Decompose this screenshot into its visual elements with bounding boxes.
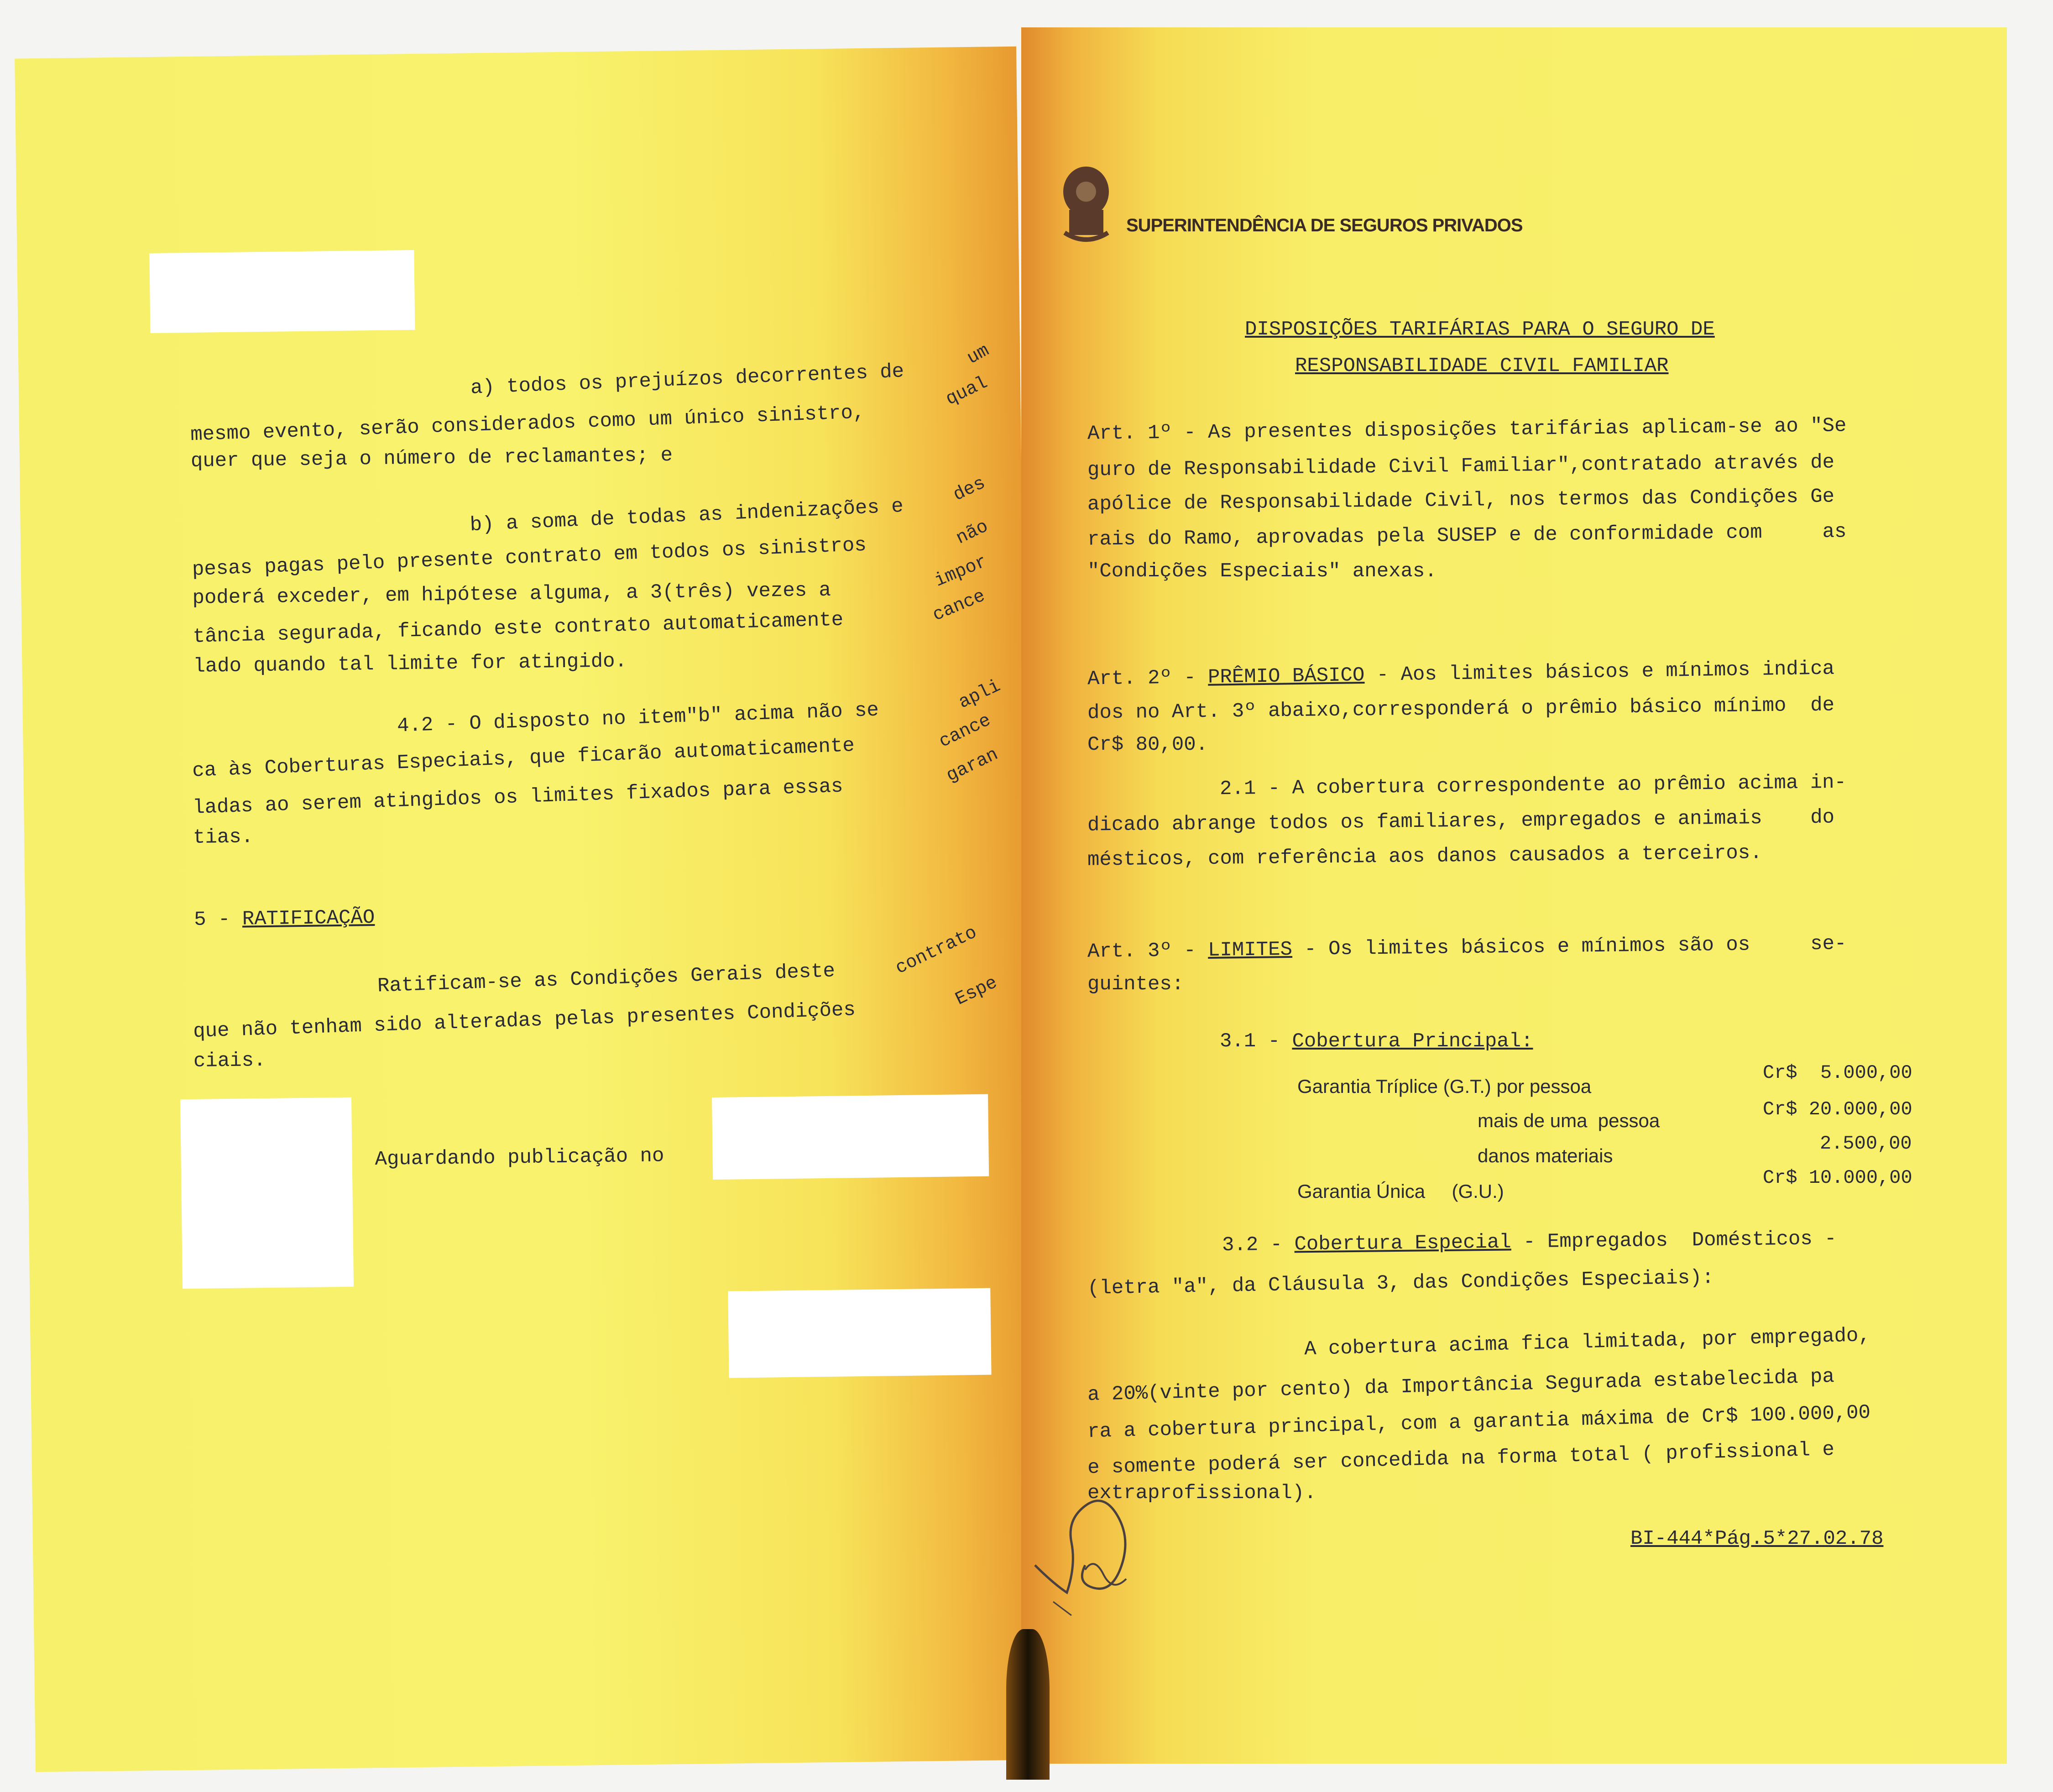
clause-a-line-2: mesmo evento, serão considerados como um único sinistro, [190, 401, 866, 447]
left-page [15, 47, 1037, 1772]
limit-label: danos materiais [1478, 1145, 1613, 1166]
art-2-line-3: Cr$ 80,00. [1087, 733, 1208, 756]
margin-word: apli [956, 676, 1004, 714]
clause-b-line-5: lado quando tal limite for atingido. [193, 650, 627, 678]
margin-word: não [953, 516, 992, 549]
item-4-2-line-4: tias. [193, 825, 254, 849]
art-1-line-5: "Condições Especiais" anexas. [1087, 560, 1437, 583]
margin-word: um [964, 340, 993, 369]
art-3-line-1: Art. 3º - LIMITES - Os limites básicos e mínimos são os se- [1087, 932, 1847, 963]
margin-word: contrato [892, 922, 981, 979]
coverage-line-1: A cobertura acima fica limitada, por empregado, [1304, 1324, 1871, 1361]
art-1-line-4: rais do Ramo, aprovadas pela SUSEP e de conformidade com as [1087, 520, 1847, 551]
ratification-line-3: ciais. [193, 1049, 266, 1073]
clause-b-line-4: tância segurada, ficando este contrato automaticamente [193, 608, 844, 648]
coverage-line-5: extraprofissional). [1087, 1482, 1316, 1505]
limit-value: Cr$ 5.000,00 [1763, 1062, 1912, 1084]
margin-word: des [950, 473, 989, 506]
item-3-2-title: Cobertura Especial [1294, 1231, 1511, 1256]
item-3-1-title: Cobertura Principal: [1292, 1030, 1533, 1053]
art-2-title: PRÊMIO BÁSICO [1207, 664, 1365, 689]
item-3-2-line-2: (letra "a", da Cláusula 3, das Condições Especiais): [1087, 1266, 1714, 1300]
handwritten-signature [1026, 1474, 1144, 1625]
coverage-line-2: a 20%(vinte por cento) da Importância Segurada estabelecida pa [1087, 1365, 1835, 1406]
margin-word: garan [943, 744, 1002, 787]
item-4-2-line-3: ladas ao serem atingidos os limites fixados para essas [192, 775, 844, 820]
title-line-1: DISPOSIÇÕES TARIFÁRIAS PARA O SEGURO DE [1245, 318, 1715, 341]
art-1-line-1: Art. 1º - As presentes disposições tarifárias aplicam-se ao "Se [1087, 414, 1847, 445]
section-5-heading [194, 908, 375, 930]
clause-b-line-3: poderá exceder, em hipótese alguma, a 3(três) vezes a [192, 579, 831, 610]
art-2-line-2: dos no Art. 3º abaixo,corresponderá o prêmio básico mínimo de [1087, 694, 1835, 725]
limit-value: Cr$ 20.000,00 [1763, 1098, 1912, 1120]
margin-word: qual [942, 372, 992, 410]
coat-of-arms-logo [1060, 164, 1113, 244]
item-4-2-line-2: ca às Coberturas Especiais, que ficarão automaticamente [192, 734, 855, 783]
margin-word: impor [931, 551, 990, 592]
margin-word: cance [936, 710, 994, 753]
title-line-2: RESPONSABILIDADE CIVIL FAMILIAR [1295, 355, 1669, 377]
art-1-line-3: apólice de Responsabilidade Civil, nos termos das Condições Ge [1087, 485, 1835, 516]
item-2-1-line-1: 2.1 - A cobertura correspondente ao prêmio acima in- [1219, 771, 1847, 801]
art-3-line-2: guintes: [1087, 973, 1184, 996]
art-2-line-1: Art. 2º - PRÊMIO BÁSICO - Aos limites básicos e mínimos indica [1087, 657, 1835, 691]
limit-value: Cr$ 10.000,00 [1763, 1167, 1912, 1189]
limit-label: Garantia Tríplice (G.T.) por pessoa [1297, 1076, 1592, 1097]
section-number: 5 - [193, 908, 230, 931]
item-3-2-line-1: 3.2 - Cobertura Especial - Empregados Domésticos - [1222, 1227, 1837, 1257]
book-spine-shadow [1006, 1629, 1050, 1780]
coverage-line-4: e somente poderá ser concedida na forma total ( profissional e [1087, 1438, 1835, 1479]
redaction-stamp [180, 1097, 354, 1289]
redaction-header [149, 250, 415, 333]
clause-a-line-1: a) todos os prejuízos decorrentes de [470, 360, 905, 400]
section-title: RATIFICAÇÃO [242, 906, 375, 931]
item-3-1-heading: 3.1 - Cobertura Principal: [1220, 1030, 1533, 1053]
clause-a-line-3: quer que seja o número de reclamantes; e [190, 444, 673, 473]
clause-b-line-1: b) a soma de todas as indenizações e [469, 495, 904, 537]
redaction-signature [728, 1288, 991, 1378]
item-2-1-line-3: mésticos, com referência aos danos causados a terceiros. [1087, 841, 1762, 872]
item-4-2-line-1: 4.2 - O disposto no item"b" acima não se [397, 699, 879, 738]
margin-word: cance [930, 585, 988, 626]
redaction-publication [712, 1094, 989, 1180]
limit-value: 2.500,00 [1820, 1133, 1912, 1155]
art-3-title: LIMITES [1207, 938, 1293, 962]
limit-label: mais de uma pessoa [1478, 1110, 1660, 1131]
right-page [1021, 27, 2007, 1764]
agency-header: SUPERINTENDÊNCIA DE SEGUROS PRIVADOS [1126, 215, 1523, 235]
limit-label: Garantia Única (G.U.) [1297, 1181, 1504, 1202]
page-reference: BI-444*Pág.5*27.02.78 [1630, 1527, 1884, 1550]
ratification-line-1: Ratificam-se as Condições Gerais deste [377, 960, 836, 998]
item-2-1-line-2: dicado abrange todos os familiares, empregados e animais do [1087, 806, 1835, 837]
ratification-line-2: que não tenham sido alteradas pelas presentes Condições [193, 998, 856, 1044]
clause-b-line-2: pesas pagas pelo presente contrato em todos os sinistros [192, 533, 867, 581]
art-1-line-2: guro de Responsabilidade Civil Familiar",contratado através de [1087, 451, 1835, 482]
coverage-line-3: ra a cobertura principal, com a garantia máxima de Cr$ 100.000,00 [1087, 1401, 1871, 1443]
margin-word: Espe [952, 972, 1001, 1010]
awaiting-publication: Aguardando publicação no [375, 1144, 664, 1171]
